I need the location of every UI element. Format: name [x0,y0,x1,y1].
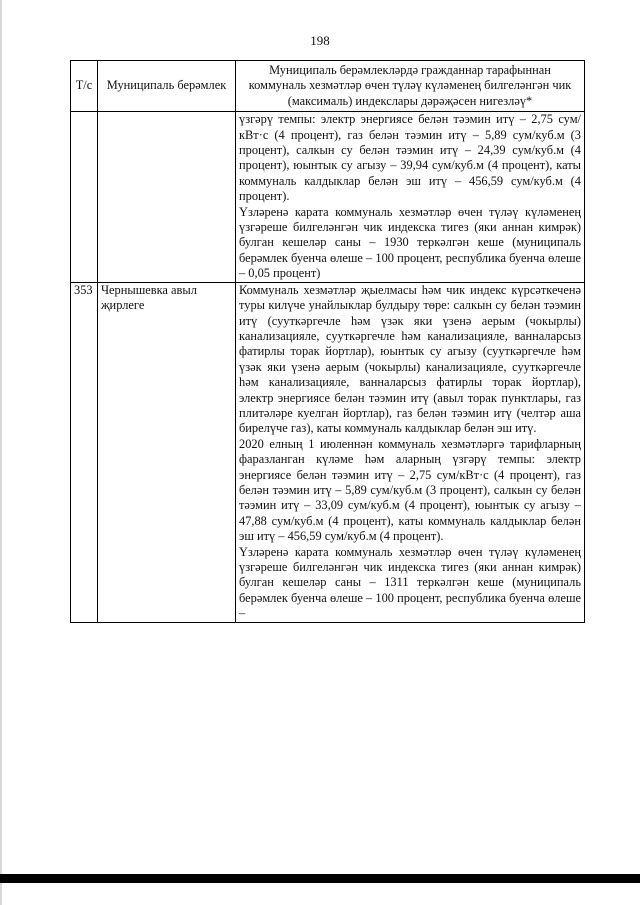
row-paragraph: 2020 елның 1 июленнән коммуналь хезмәтләргә тарифларның фаразланган күләме һәм аларның үзгәрү темпы: электр энергиясе белән тәэмин итү – 2,75 сум/кВт·с (4 процент), газ белән тәэмин итү – 5,89 сум/куб.м (3 процент), салкын су белән тәэмин итү – 33,09 сум/куб.м (4 процент), юынтык су агызу – 47,88 сум/куб.м (4 процент), каты коммуналь калдыклар белән эш итү – 456,59 сум/куб.м (4 процент). [239,436,581,544]
header-number: Т/с [71,61,98,112]
header-indices: Муниципаль берәмлекләрдә гражданнар тарафыннан коммуналь хезмәтләр өчен түләү күләменең билгеләнгән чик (максималь) индекслары дәрәҗәсен нигезләү* [236,61,585,112]
tariff-table [70,60,585,623]
row-paragraph: үзгәрү темпы: электр энергиясе белән тәэмин итү – 2,75 сум/кВт·с (4 процент), газ белән тәэмин итү – 5,89 сум/куб.м (3 процент), салкын су белән тәэмин итү – 24,39 сум/куб.м (4 процент), юынтык су агызу – 39,94 сум/куб.м (4 процент), каты коммуналь калдыклар белән эш итү – 456,59 сум/куб.м (4 процент). [239,112,581,204]
row-paragraph: Коммуналь хезмәтләр җыелмасы һәм чик индекс күрсәткеченә туры килүче унайлыклар булдыру төре: салкын су белән тәэмин итү (сууткәргечле һәм үзәк яки үзенә аерым (чокырлы) канализацияле, сууткәргечле һәм канализацияле, ванналарсыз фатирлы торак йортлар), юынтык су агызу (сууткәргечле һәм үзәк яки үзенә аерым (чокырлы) канализацияле, сууткәргечле һәм канализацияле, ванналарсыз фатирлы торак йортлар), электр энергиясе белән тәэмин итү (авыл торак пунктлары, газ плитәләре куелган йортлар), газ белән тәэмин итү (челтәр аша бирелүче газ), каты коммуналь калдыклар белән эш итү. [239,282,581,436]
row-content [236,282,585,622]
row-municipality [98,112,236,282]
header-municipality: Муниципаль берәмлек [98,61,236,112]
row-number: 353 [71,282,98,622]
row-number [71,112,98,282]
table-row [71,282,585,622]
row-municipality: Чернышевка авыл җирлеге [98,282,236,622]
table-header-row [71,61,585,112]
row-content [236,112,585,282]
row-paragraph: Үзләренә карата коммуналь хезмәтләр өчен түләү күләменең үзгәреше билгеләнгән чик индекска тигез (яки аннан кимрәк) булган кешеләр саны – 1311 теркәлгән кеше (муниципаль берәмлек буенча өлеше – 100 процент, республика буенча өлеше – [239,544,581,621]
scan-left-edge [0,0,2,905]
row-paragraph: Үзләренә карата коммуналь хезмәтләр өчен түләү күләменең үзгәреше билгеләнгән чик индекска тигез (яки аннан кимрәк) булган кешеләр саны – 1930 теркәлгән кеше (муниципаль берәмлек буенча өлеше – 100 процент, республика буенча өлеше – 0,05 процент) [239,204,581,281]
scan-bottom-bar [0,874,640,883]
table-row [71,112,585,282]
page-number: 198 [310,33,330,48]
